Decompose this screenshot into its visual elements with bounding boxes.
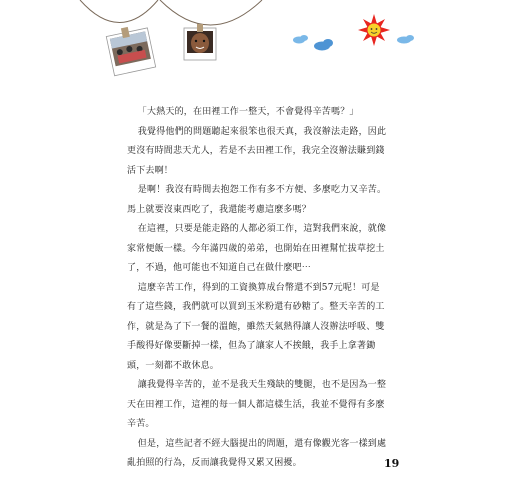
clothespin-icon (197, 24, 203, 32)
polaroid-photo-group (105, 23, 155, 76)
page-number: 19 (384, 457, 400, 470)
paragraph: 我覺得他們的問題聽起來很笨也很天真，我沒辦法走路，因此更沒有時間悲天尤人，若是不去田裡工作，我完全沒辦法賺到錢活下去啊！ (127, 126, 387, 176)
polaroid-photo-child (184, 24, 216, 60)
paragraph: 「大熱天的，在田裡工作一整天，不會覺得辛苦嗎？」 (137, 107, 359, 117)
hanging-string-left (80, 0, 158, 23)
paragraph: 這麼辛苦工作，得到的工資換算成台幣還不到57元呢！可是有了這些錢，我們就可以買到玉米粉還有砂糖了。整天辛苦的工作，就是為了下一餐的溫飽，雖然天氣熱得讓人沒辦法呼吸、雙手酸得好像要斷掉一樣，但為了讓家人不挨餓，我手上拿著鋤頭，一刻都不敢休息。 (127, 282, 385, 371)
sun-icon (358, 14, 390, 46)
cloud-icon (397, 35, 414, 44)
cloud-icon (314, 39, 333, 51)
paragraph: 但是，這些記者不經大腦提出的問題，還有像觀光客一樣到處亂拍照的行為，反而讓我覺得又累又困擾。 (127, 438, 387, 468)
paragraph: 是啊！我沒有時間去抱怨工作有多不方便、多麼吃力又辛苦。馬上就要沒東西吃了，我還能考慮這麼多嗎？ (127, 185, 387, 215)
body-text (127, 103, 387, 474)
cloud-icon (293, 35, 308, 44)
paragraph: 讓我覺得辛苦的，並不是我天生殘缺的雙腿，也不是因為一整天在田裡工作，這裡的每一個人都這樣生活，我並不覺得有多麼辛苦。 (127, 380, 387, 429)
hanging-string-right (160, 0, 262, 25)
header-illustration (0, 0, 520, 100)
paragraph: 在這裡，只要是能走路的人都必須工作，這對我們來說，就像家常便飯一樣。今年滿四歲的弟弟，也開始在田裡幫忙拔草挖土了，不過，他可能也不知道自己在做什麼吧⋯ (127, 224, 387, 273)
